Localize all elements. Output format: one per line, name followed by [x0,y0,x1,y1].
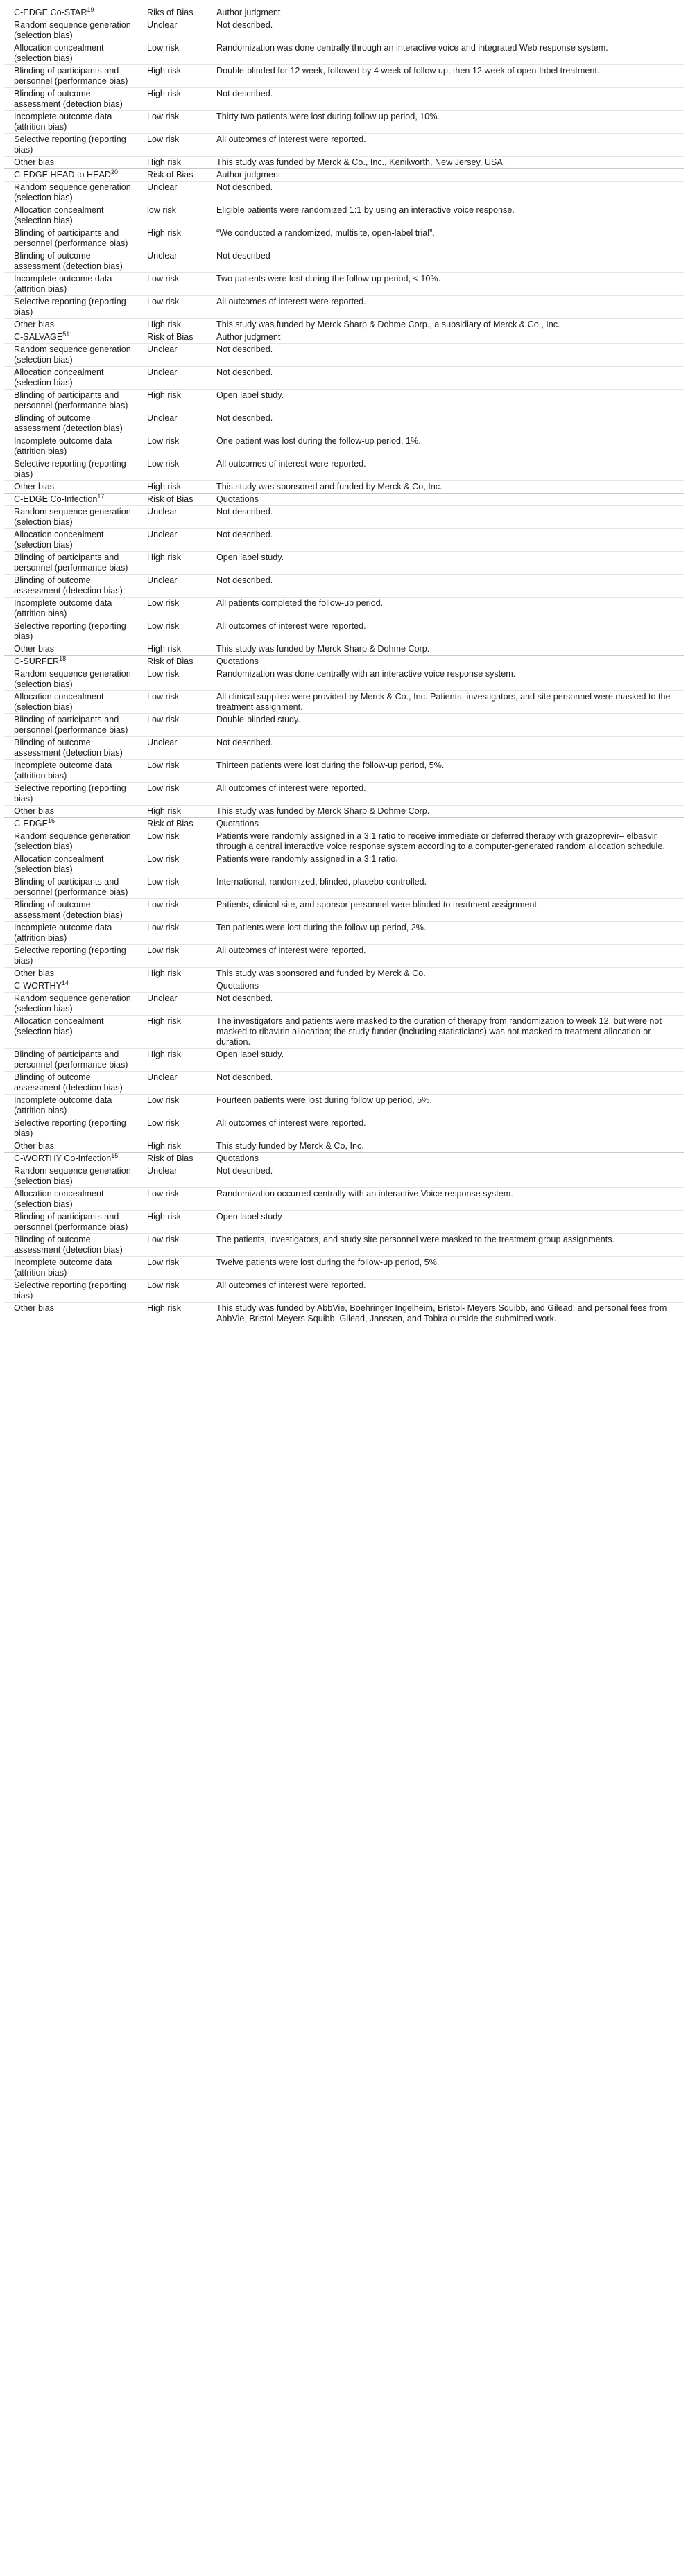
bias-domain: Selective reporting (reporting bias) [4,296,136,319]
risk-of-bias-header: Risk of Bias [136,656,205,668]
bias-domain: Blinding of outcome assessment (detection bias) [4,737,136,760]
bias-domain: Random sequence generation (selection bias) [4,344,136,367]
support-statement: This study was funded by Merck Sharp & Dohme Corp., a subsidiary of Merck & Co., Inc. [205,319,684,331]
risk-judgment: Unclear [136,19,205,42]
risk-judgment: High risk [136,88,205,111]
bias-domain-row [4,506,684,529]
study-name-cell [4,4,136,19]
bias-domain-row [4,993,684,1016]
risk-judgment: Low risk [136,1095,205,1117]
risk-judgment: Low risk [136,134,205,157]
study-header-row [4,169,684,182]
bias-domain: Incomplete outcome data (attrition bias) [4,111,136,134]
bias-domain-row [4,182,684,204]
judgment-header: Quotations [205,980,684,993]
support-statement: Not described. [205,88,684,111]
support-statement: Randomization occurred centrally with an interactive Voice response system. [205,1188,684,1211]
risk-of-bias-header: Risk of Bias [136,169,205,182]
support-statement: Not described. [205,993,684,1016]
bias-domain-row [4,876,684,899]
bias-domain: Blinding of outcome assessment (detection bias) [4,575,136,598]
bias-domain: Allocation concealment (selection bias) [4,529,136,552]
bias-domain: Blinding of participants and personnel (performance bias) [4,390,136,412]
bias-domain-row [4,737,684,760]
bias-domain-row [4,968,684,980]
study-reference: 51 [62,330,70,338]
support-statement: Not described [205,250,684,273]
risk-judgment: Unclear [136,344,205,367]
risk-judgment: Low risk [136,620,205,643]
risk-judgment: High risk [136,390,205,412]
risk-of-bias-header: Risk of Bias [136,818,205,830]
bias-domain-row [4,691,684,714]
risk-judgment: Unclear [136,1072,205,1095]
study-reference: 20 [110,168,118,175]
risk-judgment: Unclear [136,412,205,435]
study-name-cell [4,1153,136,1165]
judgment-header: Quotations [205,494,684,506]
bias-domain: Other bias [4,1140,136,1153]
risk-judgment: High risk [136,319,205,331]
bias-domain: Selective reporting (reporting bias) [4,620,136,643]
judgment-header: Author judgment [205,169,684,182]
risk-of-bias-table [4,4,684,1325]
risk-judgment: High risk [136,1303,205,1325]
bias-domain-row [4,806,684,818]
study-reference: 19 [87,6,94,13]
risk-judgment: Unclear [136,575,205,598]
bias-domain-row [4,1211,684,1234]
study-reference: 18 [59,654,67,662]
bias-domain-row [4,390,684,412]
study-name: C-EDGE Co-STAR [14,8,87,17]
risk-judgment: Unclear [136,1165,205,1188]
study-name: C-EDGE HEAD to HEAD [14,170,111,180]
risk-judgment: Low risk [136,1117,205,1140]
bias-domain-row [4,853,684,876]
study-name-cell [4,818,136,830]
support-statement: All clinical supplies were provided by Merck & Co., Inc. Patients, investigators, and site personnel were masked to the treatment assignment. [205,691,684,714]
bias-domain-row [4,643,684,656]
support-statement: All outcomes of interest were reported. [205,945,684,968]
risk-judgment: High risk [136,1016,205,1049]
bias-domain-row [4,88,684,111]
risk-of-bias-table-body [4,4,684,1325]
bias-domain: Allocation concealment (selection bias) [4,42,136,65]
bias-domain-row [4,552,684,575]
risk-judgment: Low risk [136,899,205,922]
support-statement: All outcomes of interest were reported. [205,783,684,806]
bias-domain-row [4,783,684,806]
risk-judgment: High risk [136,1140,205,1153]
support-statement: International, randomized, blinded, placebo-controlled. [205,876,684,899]
risk-judgment: High risk [136,1049,205,1072]
bias-domain-row [4,1303,684,1325]
risk-judgment: Unclear [136,737,205,760]
bias-domain: Random sequence generation (selection bias) [4,182,136,204]
support-statement: Open label study. [205,552,684,575]
bias-domain: Blinding of participants and personnel (performance bias) [4,65,136,88]
risk-of-bias-header: Risk of Bias [136,331,205,344]
bias-domain: Allocation concealment (selection bias) [4,367,136,390]
risk-judgment: Unclear [136,182,205,204]
support-statement: One patient was lost during the follow-up period, 1%. [205,435,684,458]
support-statement: This study was funded by Merck & Co., Inc., Kenilworth, New Jersey, USA. [205,157,684,169]
bias-domain-row [4,367,684,390]
study-name: C-EDGE [14,819,48,828]
study-name-cell [4,656,136,668]
bias-domain: Blinding of participants and personnel (performance bias) [4,1211,136,1234]
risk-judgment: Unclear [136,250,205,273]
support-statement: Randomization was done centrally with an interactive voice response system. [205,668,684,691]
risk-judgment: Low risk [136,1257,205,1280]
support-statement: Not described. [205,737,684,760]
risk-judgment: Low risk [136,691,205,714]
bias-domain: Allocation concealment (selection bias) [4,691,136,714]
bias-domain-row [4,204,684,227]
risk-judgment: High risk [136,643,205,656]
bias-domain-row [4,760,684,783]
bias-domain-row [4,620,684,643]
risk-judgment: Low risk [136,830,205,853]
bias-domain: Blinding of outcome assessment (detection bias) [4,88,136,111]
study-name-cell [4,980,136,993]
risk-judgment: High risk [136,157,205,169]
bias-domain-row [4,668,684,691]
support-statement: Open label study [205,1211,684,1234]
bias-domain-row [4,922,684,945]
risk-judgment: Low risk [136,458,205,481]
study-name-cell [4,169,136,182]
support-statement: This study was sponsored and funded by Merck & Co. [205,968,684,980]
risk-judgment: Low risk [136,1280,205,1303]
bias-domain: Selective reporting (reporting bias) [4,783,136,806]
study-reference: 14 [62,979,69,986]
bias-domain-row [4,65,684,88]
bias-domain: Blinding of participants and personnel (performance bias) [4,1049,136,1072]
bias-domain: Allocation concealment (selection bias) [4,853,136,876]
bias-domain-row [4,296,684,319]
judgment-header: Quotations [205,656,684,668]
support-statement: All outcomes of interest were reported. [205,1117,684,1140]
study-reference: 15 [111,1151,119,1159]
bias-domain: Incomplete outcome data (attrition bias) [4,435,136,458]
bias-domain-row [4,111,684,134]
risk-judgment: Low risk [136,668,205,691]
study-header-row [4,980,684,993]
bias-domain: Random sequence generation (selection bias) [4,830,136,853]
support-statement: Not described. [205,1165,684,1188]
bias-domain-row [4,134,684,157]
bias-domain-row [4,1188,684,1211]
support-statement: Patients were randomly assigned in a 3:1 ratio to receive immediate or deferred therapy with grazoprevir– elbasvir through a central interactive voice response system according to a computer-generated random allocation schedule. [205,830,684,853]
support-statement: Not described. [205,182,684,204]
bias-domain: Allocation concealment (selection bias) [4,1016,136,1049]
bias-domain: Incomplete outcome data (attrition bias) [4,922,136,945]
risk-judgment: High risk [136,806,205,818]
risk-of-bias-header: Risk of Bias [136,494,205,506]
risk-judgment: Low risk [136,273,205,296]
support-statement: Fourteen patients were lost during follow up period, 5%. [205,1095,684,1117]
risk-judgment: Low risk [136,760,205,783]
bias-domain: Random sequence generation (selection bias) [4,19,136,42]
bias-domain-row [4,157,684,169]
risk-judgment: Low risk [136,1188,205,1211]
bias-domain-row [4,227,684,250]
support-statement: All outcomes of interest were reported. [205,1280,684,1303]
support-statement: Not described. [205,1072,684,1095]
bias-domain-row [4,899,684,922]
support-statement: Open label study. [205,1049,684,1072]
risk-of-bias-header [136,980,205,993]
support-statement: Not described. [205,575,684,598]
risk-judgment: Low risk [136,922,205,945]
study-name-cell [4,494,136,506]
support-statement: Double-blinded for 12 week, followed by 4 week of follow up, then 12 week of open-label treatment. [205,65,684,88]
support-statement: Not described. [205,367,684,390]
support-statement: This study was sponsored and funded by Merck & Co, Inc. [205,481,684,494]
bias-domain: Selective reporting (reporting bias) [4,945,136,968]
bias-domain-row [4,1072,684,1095]
study-name: C-SALVAGE [14,332,63,342]
risk-judgment: Unclear [136,367,205,390]
bias-domain: Blinding of participants and personnel (performance bias) [4,227,136,250]
risk-judgment: Low risk [136,598,205,620]
bias-domain-row [4,458,684,481]
bias-domain: Other bias [4,806,136,818]
support-statement: This study was funded by AbbVie, Boehringer Ingelheim, Bristol- Meyers Squibb, and Gilead; and personal fees from AbbVie, Bristol-Meyers Squibb, Gilead, Janssen, and Tobira outside the submitted work. [205,1303,684,1325]
bias-domain-row [4,344,684,367]
bias-domain-row [4,412,684,435]
risk-judgment: Unclear [136,993,205,1016]
support-statement: Twelve patients were lost during the follow-up period, 5%. [205,1257,684,1280]
study-header-row [4,494,684,506]
risk-judgment: Low risk [136,945,205,968]
support-statement: Ten patients were lost during the follow-up period, 2%. [205,922,684,945]
study-header-row [4,656,684,668]
bias-domain-row [4,575,684,598]
risk-judgment: High risk [136,1211,205,1234]
risk-judgment: Unclear [136,506,205,529]
bias-domain-row [4,945,684,968]
study-name-cell [4,331,136,344]
bias-domain: Incomplete outcome data (attrition bias) [4,760,136,783]
bias-domain: Other bias [4,968,136,980]
risk-judgment: low risk [136,204,205,227]
bias-domain: Blinding of participants and personnel (performance bias) [4,876,136,899]
support-statement: Thirty two patients were lost during follow up period, 10%. [205,111,684,134]
support-statement: Randomization was done centrally through an interactive voice and integrated Web response system. [205,42,684,65]
judgment-header: Quotations [205,818,684,830]
bias-domain: Blinding of participants and personnel (performance bias) [4,552,136,575]
risk-of-bias-header: Riks of Bias [147,8,194,17]
support-statement: All outcomes of interest were reported. [205,620,684,643]
bias-domain-row [4,481,684,494]
bias-domain: Incomplete outcome data (attrition bias) [4,598,136,620]
support-statement: Two patients were lost during the follow-up period, < 10%. [205,273,684,296]
support-statement: This study funded by Merck & Co, Inc. [205,1140,684,1153]
study-name: C-WORTHY Co-Infection [14,1154,112,1163]
bias-domain: Incomplete outcome data (attrition bias) [4,273,136,296]
risk-judgment: Low risk [136,111,205,134]
risk-judgment: Low risk [136,435,205,458]
bias-domain: Random sequence generation (selection bias) [4,993,136,1016]
study-header-row [4,818,684,830]
bias-domain-row [4,830,684,853]
bias-domain-row [4,1234,684,1257]
support-statement: Open label study. [205,390,684,412]
bias-domain: Blinding of participants and personnel (performance bias) [4,714,136,737]
risk-judgment: Low risk [136,783,205,806]
risk-judgment: High risk [136,481,205,494]
bias-domain-row [4,19,684,42]
bias-domain: Other bias [4,319,136,331]
study-name: C-WORTHY [14,981,62,991]
bias-domain-row [4,1016,684,1049]
support-statement: The investigators and patients were masked to the duration of therapy from randomization to week 12, but were not masked to ribavirin allocation; the study funder (including statisticians) was not masked to treatment allocation or duration. [205,1016,684,1049]
bias-domain: Blinding of outcome assessment (detection bias) [4,1072,136,1095]
risk-judgment: High risk [136,552,205,575]
bias-domain: Selective reporting (reporting bias) [4,1117,136,1140]
support-statement: “We conducted a randomized, multisite, open-label trial”. [205,227,684,250]
bias-domain: Blinding of outcome assessment (detection bias) [4,412,136,435]
bias-domain: Other bias [4,481,136,494]
bias-domain: Selective reporting (reporting bias) [4,458,136,481]
bias-domain-row [4,529,684,552]
support-statement: This study was funded by Merck Sharp & Dohme Corp. [205,806,684,818]
risk-judgment: Low risk [136,1234,205,1257]
support-statement: The patients, investigators, and study site personnel were masked to the treatment group assignments. [205,1234,684,1257]
bias-domain-row [4,1140,684,1153]
judgment-header: Quotations [205,1153,684,1165]
support-statement: Not described. [205,19,684,42]
risk-judgment: High risk [136,65,205,88]
support-statement: Not described. [205,344,684,367]
bias-domain: Random sequence generation (selection bias) [4,668,136,691]
bias-domain: Allocation concealment (selection bias) [4,1188,136,1211]
support-statement: All patients completed the follow-up period. [205,598,684,620]
bias-domain-row [4,1095,684,1117]
support-statement: Patients were randomly assigned in a 3:1 ratio. [205,853,684,876]
bias-domain: Random sequence generation (selection bias) [4,506,136,529]
bias-domain-row [4,1117,684,1140]
risk-judgment: Unclear [136,529,205,552]
support-statement: Eligible patients were randomized 1:1 by using an interactive voice response. [205,204,684,227]
bias-domain-row [4,1049,684,1072]
support-statement: Patients, clinical site, and sponsor personnel were blinded to treatment assignment. [205,899,684,922]
support-statement: Not described. [205,506,684,529]
bias-domain-row [4,1257,684,1280]
bias-domain-row [4,435,684,458]
bias-domain: Selective reporting (reporting bias) [4,134,136,157]
bias-domain: Blinding of outcome assessment (detection bias) [4,1234,136,1257]
bias-domain-row [4,319,684,331]
bias-domain: Other bias [4,1303,136,1325]
risk-judgment: High risk [136,968,205,980]
bias-domain: Blinding of outcome assessment (detection bias) [4,899,136,922]
judgment-header: Author judgment [216,8,281,17]
bias-domain: Other bias [4,643,136,656]
judgment-header: Author judgment [205,331,684,344]
bias-domain-row [4,250,684,273]
support-statement: All outcomes of interest were reported. [205,134,684,157]
support-statement: Not described. [205,412,684,435]
support-statement: Thirteen patients were lost during the follow-up period, 5%. [205,760,684,783]
study-header-row [4,4,684,19]
bias-domain-row [4,273,684,296]
bias-domain-row [4,1165,684,1188]
risk-of-bias-header: Risk of Bias [136,1153,205,1165]
risk-judgment: High risk [136,227,205,250]
study-name: C-SURFER [14,656,60,666]
risk-judgment: Low risk [136,853,205,876]
study-header-row [4,1153,684,1165]
bias-domain: Allocation concealment (selection bias) [4,204,136,227]
bias-domain-row [4,714,684,737]
study-reference: 17 [97,492,105,500]
study-header-row [4,331,684,344]
support-statement: All outcomes of interest were reported. [205,458,684,481]
bias-domain-row [4,598,684,620]
bias-domain-row [4,1280,684,1303]
risk-judgment: Low risk [136,876,205,899]
risk-judgment: Low risk [136,296,205,319]
support-statement: Not described. [205,529,684,552]
bias-domain: Incomplete outcome data (attrition bias) [4,1095,136,1117]
support-statement: All outcomes of interest were reported. [205,296,684,319]
bias-domain: Incomplete outcome data (attrition bias) [4,1257,136,1280]
study-name: C-EDGE Co-Infection [14,494,98,504]
study-reference: 16 [47,817,55,824]
risk-judgment: Low risk [136,714,205,737]
bias-domain: Random sequence generation (selection bias) [4,1165,136,1188]
risk-judgment: Low risk [136,42,205,65]
support-statement: This study was funded by Merck Sharp & Dohme Corp. [205,643,684,656]
bias-domain-row [4,42,684,65]
bias-domain: Other bias [4,157,136,169]
bias-domain: Blinding of outcome assessment (detection bias) [4,250,136,273]
bias-domain: Selective reporting (reporting bias) [4,1280,136,1303]
support-statement: Double-blinded study. [205,714,684,737]
